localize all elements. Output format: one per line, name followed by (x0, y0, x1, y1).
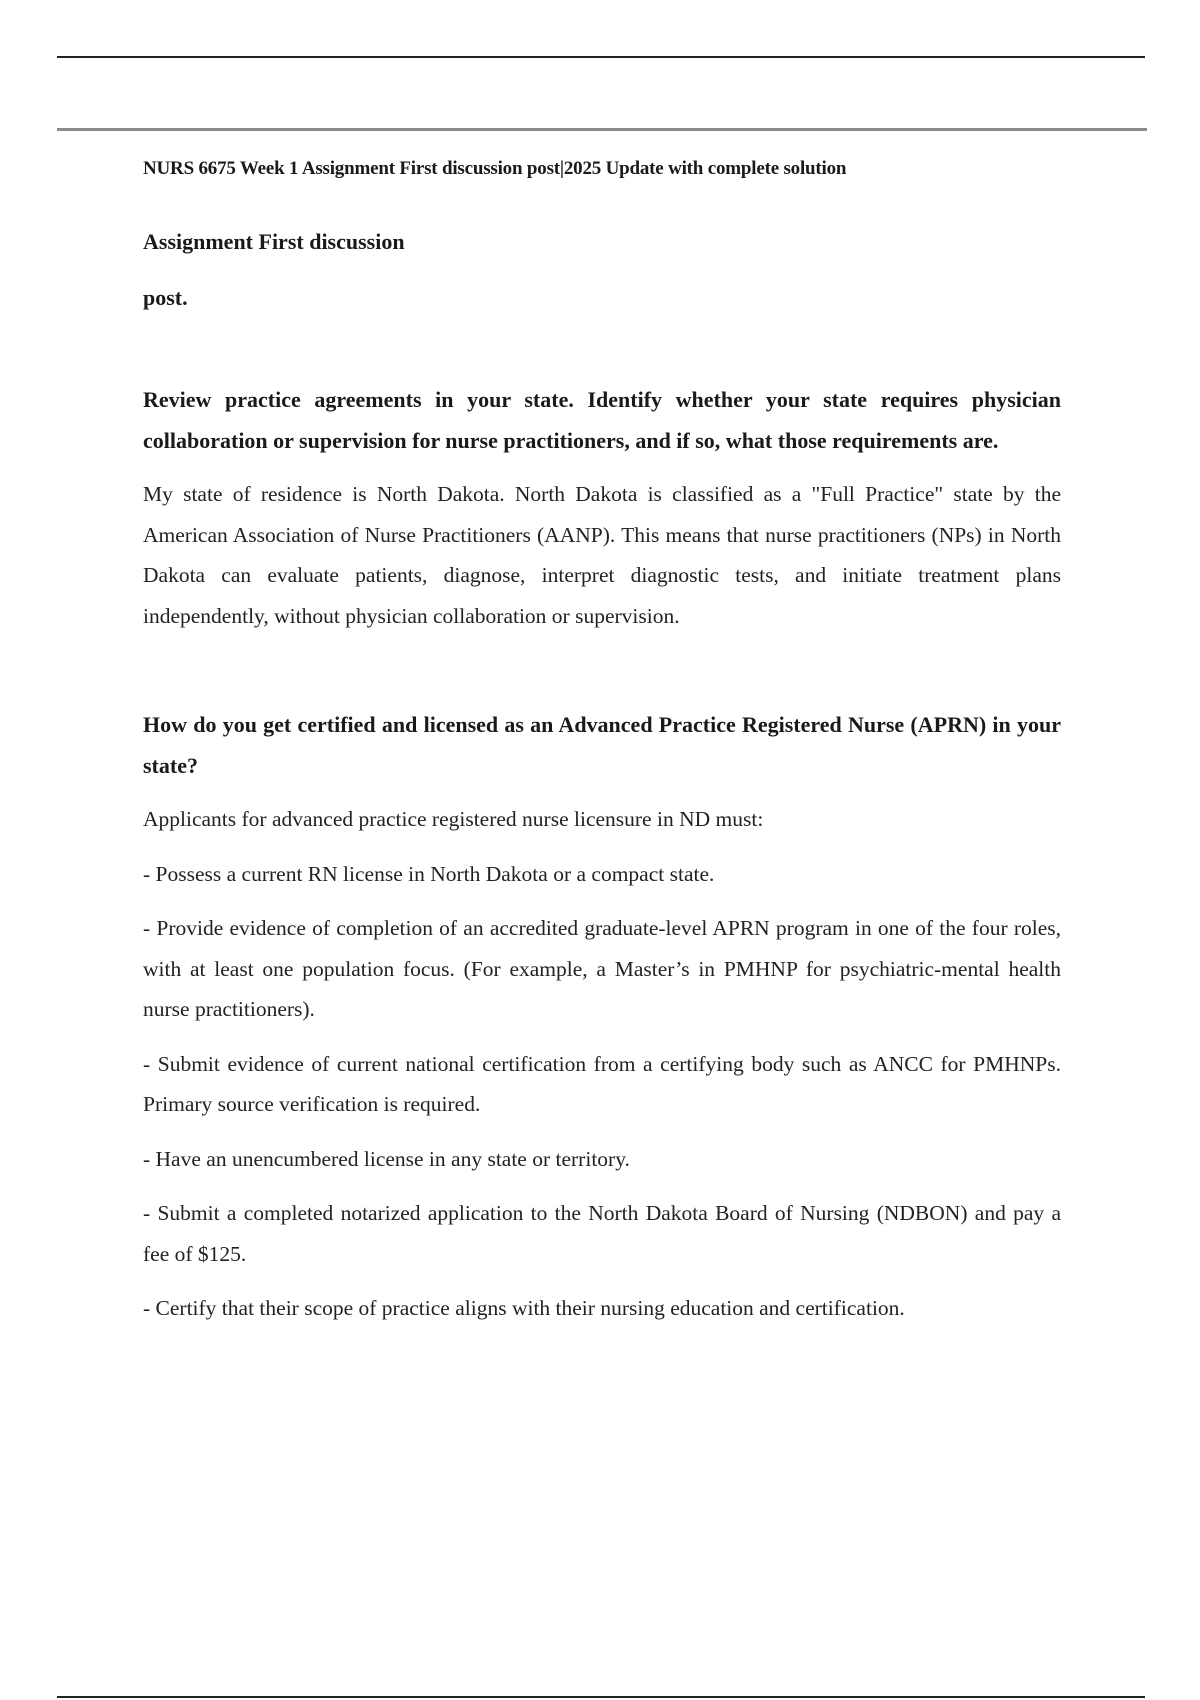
requirement-item: - Submit evidence of current national certification from a certifying body such as ANCC for PMHNPs. Primary source verification is required. (143, 1051, 1061, 1116)
requirement-item: - Have an unencumbered license in any state or territory. (143, 1146, 630, 1171)
requirement-item: - Submit a completed notarized application to the North Dakota Board of Nursing (NDBON) and pay a fee of $125. (143, 1201, 1061, 1266)
bottom-rule (57, 1696, 1145, 1698)
question-practice-agreements: Review practice agreements in your state. Identify whether your state requires physician collaboration or supervision for nurse practitioners, and if so, what those requirements are. (143, 387, 1061, 453)
answer-aprn-intro: Applicants for advanced practice registered nurse licensure in ND must: (143, 807, 764, 831)
top-rule (57, 56, 1145, 58)
assignment-title: Assignment First discussion (143, 229, 405, 254)
answer-practice-agreements: My state of residence is North Dakota. North Dakota is classified as a "Full Practice" state by the American Association of Nurse Practitioners (AANP). This means that nurse practitioners (NPs) in North Dakota can evaluate patients, diagnose, interpret diagnostic tests, and initiate treatment plans independently, without physician collaboration or supervision. (143, 482, 1061, 628)
document-header: NURS 6675 Week 1 Assignment First discussion post|2025 Update with complete solution (143, 158, 847, 179)
requirement-item: - Certify that their scope of practice aligns with their nursing education and certification. (143, 1296, 905, 1320)
header-rule (57, 128, 1147, 131)
requirement-item: - Possess a current RN license in North Dakota or a compact state. (143, 861, 715, 886)
assignment-title-continued: post. (143, 285, 188, 310)
document-body (143, 150, 1061, 1329)
requirement-item: - Provide evidence of completion of an accredited graduate-level APRN program in one of the four roles, with at least one population focus. (For example, a Master’s in PMHNP for psychiatric-mental health nurse practitioners). (143, 916, 1061, 1021)
question-aprn-licensure: How do you get certified and licensed as an Advanced Practice Registered Nurse (APRN) in your state? (143, 712, 1061, 778)
